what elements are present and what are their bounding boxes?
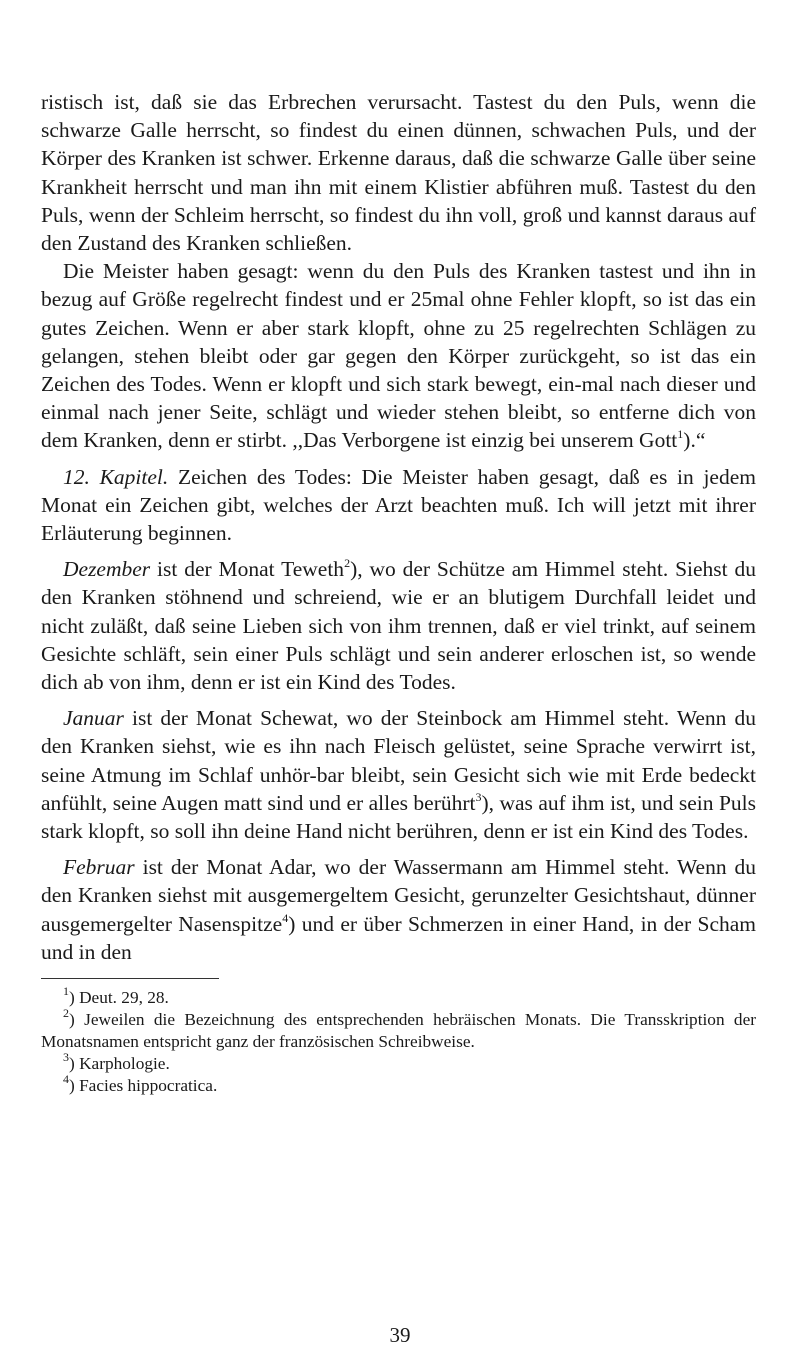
month-december: Dezember bbox=[63, 557, 151, 582]
paragraph-3: 12. Kapitel. Zeichen des Todes: Die Meister haben gesagt, daß es in jedem Monat ein Zeichen gibt, welches der Arzt beachten muß. Ich will jetzt mit ihrer Erläuterung beginnen. bbox=[41, 464, 756, 546]
paragraph-january: Januar ist der Monat Schewat, wo der Steinbock am Himmel steht. Wenn du den Kranken siehst, wie es ihn nach Fleisch gelüstet, seine Sprache verwirrt ist, seine Atmung im Schlaf unhör-bar bleibt, sein Gesicht sich wie mit Erde bedeckt anfühlt, seine Augen matt sind und er alles berührt$^3$), was auf ihm ist, und sein Puls stark klopft, so soll ihn deine Hand nicht berühren, denn er ist ein Kind des Todes. bbox=[41, 706, 756, 844]
footnotes bbox=[41, 984, 756, 1097]
footnote-ref-1: 1 bbox=[677, 427, 684, 442]
footnote-divider bbox=[41, 978, 219, 979]
chapter-heading: 12. Kapitel. bbox=[63, 464, 169, 489]
footnote-3: $^3$) Karphologie. bbox=[63, 1050, 170, 1074]
paragraph-1: ristisch ist, daß sie das Erbrechen verursacht. Tastest du den Puls, wenn die schwarze Galle herrscht, so findest du einen dünnen, schwachen Puls, und der Körper des Kranken ist schwer. Erkenne daraus, daß die schwarze Galle über seine Krankheit herrscht und man ihn mit einem Klistier abführen muß. Tastest du den Puls, wenn der Schleim herrscht, so findest du ihn voll, groß und kannst daraus auf den Zustand des Kranken schließen. bbox=[41, 90, 756, 256]
paragraph-december: Dezember ist der Monat Teweth$^2$), wo der Schütze am Himmel steht. Siehst du den Kranken stöhnend und schreiend, wie er an blutigem Durchfall leidet und nicht zuläßt, daß seine Lieben sich von ihm trennen, daß er viel trinkt, auf seinem Gesichte schläft, sein einer Puls schlägt und sein anderer erloschen ist, so wende dich ab von ihm, denn er ist ein Kind des Todes. bbox=[41, 556, 756, 695]
page-number: 39 bbox=[389, 1323, 411, 1347]
main-text bbox=[41, 88, 756, 966]
footnote-2: $^2$) Jeweilen die Bezeichnung des entsprechenden hebräischen Monats. Die Transskription der Monatsnamen entspricht ganz der französischen Schreibweise. bbox=[41, 1006, 756, 1052]
footnote-1: $^1$) Deut. 29, 28. bbox=[63, 984, 169, 1008]
footnote-ref-4: 4 bbox=[282, 910, 289, 925]
paragraph-february: Februar ist der Monat Adar, wo der Wassermann am Himmel steht. Wenn du den Kranken siehst mit ausgemergeltem Gesicht, gerunzelter Gesichtshaut, dünner ausgemergelter Nasenspitze$^4$) und er über Schmerzen in einer Hand, in der Scham und in den bbox=[41, 855, 757, 964]
footnote-ref-2: 2 bbox=[344, 556, 351, 571]
month-january: Januar bbox=[63, 706, 124, 731]
paragraph-2: Die Meister haben gesagt: wenn du den Puls des Kranken tastest und ihn in bezug auf Größe regelrecht findest und er 25mal ohne Fehler klopft, so ist das ein gutes Zeichen. Wenn er aber stark klopft, ohne zu 25 regelrechten Schlägen zu gelangen, stehen bleibt oder gar gegen den Körper zurückgeht, so ist das ein Zeichen des Todes. Wenn er klopft und sich stark bewegt, ein-mal nach dieser und einmal nach jener Seite, schlägt und wieder stehen bleibt, so entferne dich von dem Kranken, denn er stirbt. ,,Das Verborgene ist einzig bei unserem Gott$^1$).“ bbox=[41, 259, 756, 453]
month-february: Februar bbox=[63, 855, 135, 880]
footnote-ref-3: 3 bbox=[475, 789, 482, 804]
footnote-4: $^4$) Facies hippocratica. bbox=[63, 1072, 218, 1096]
